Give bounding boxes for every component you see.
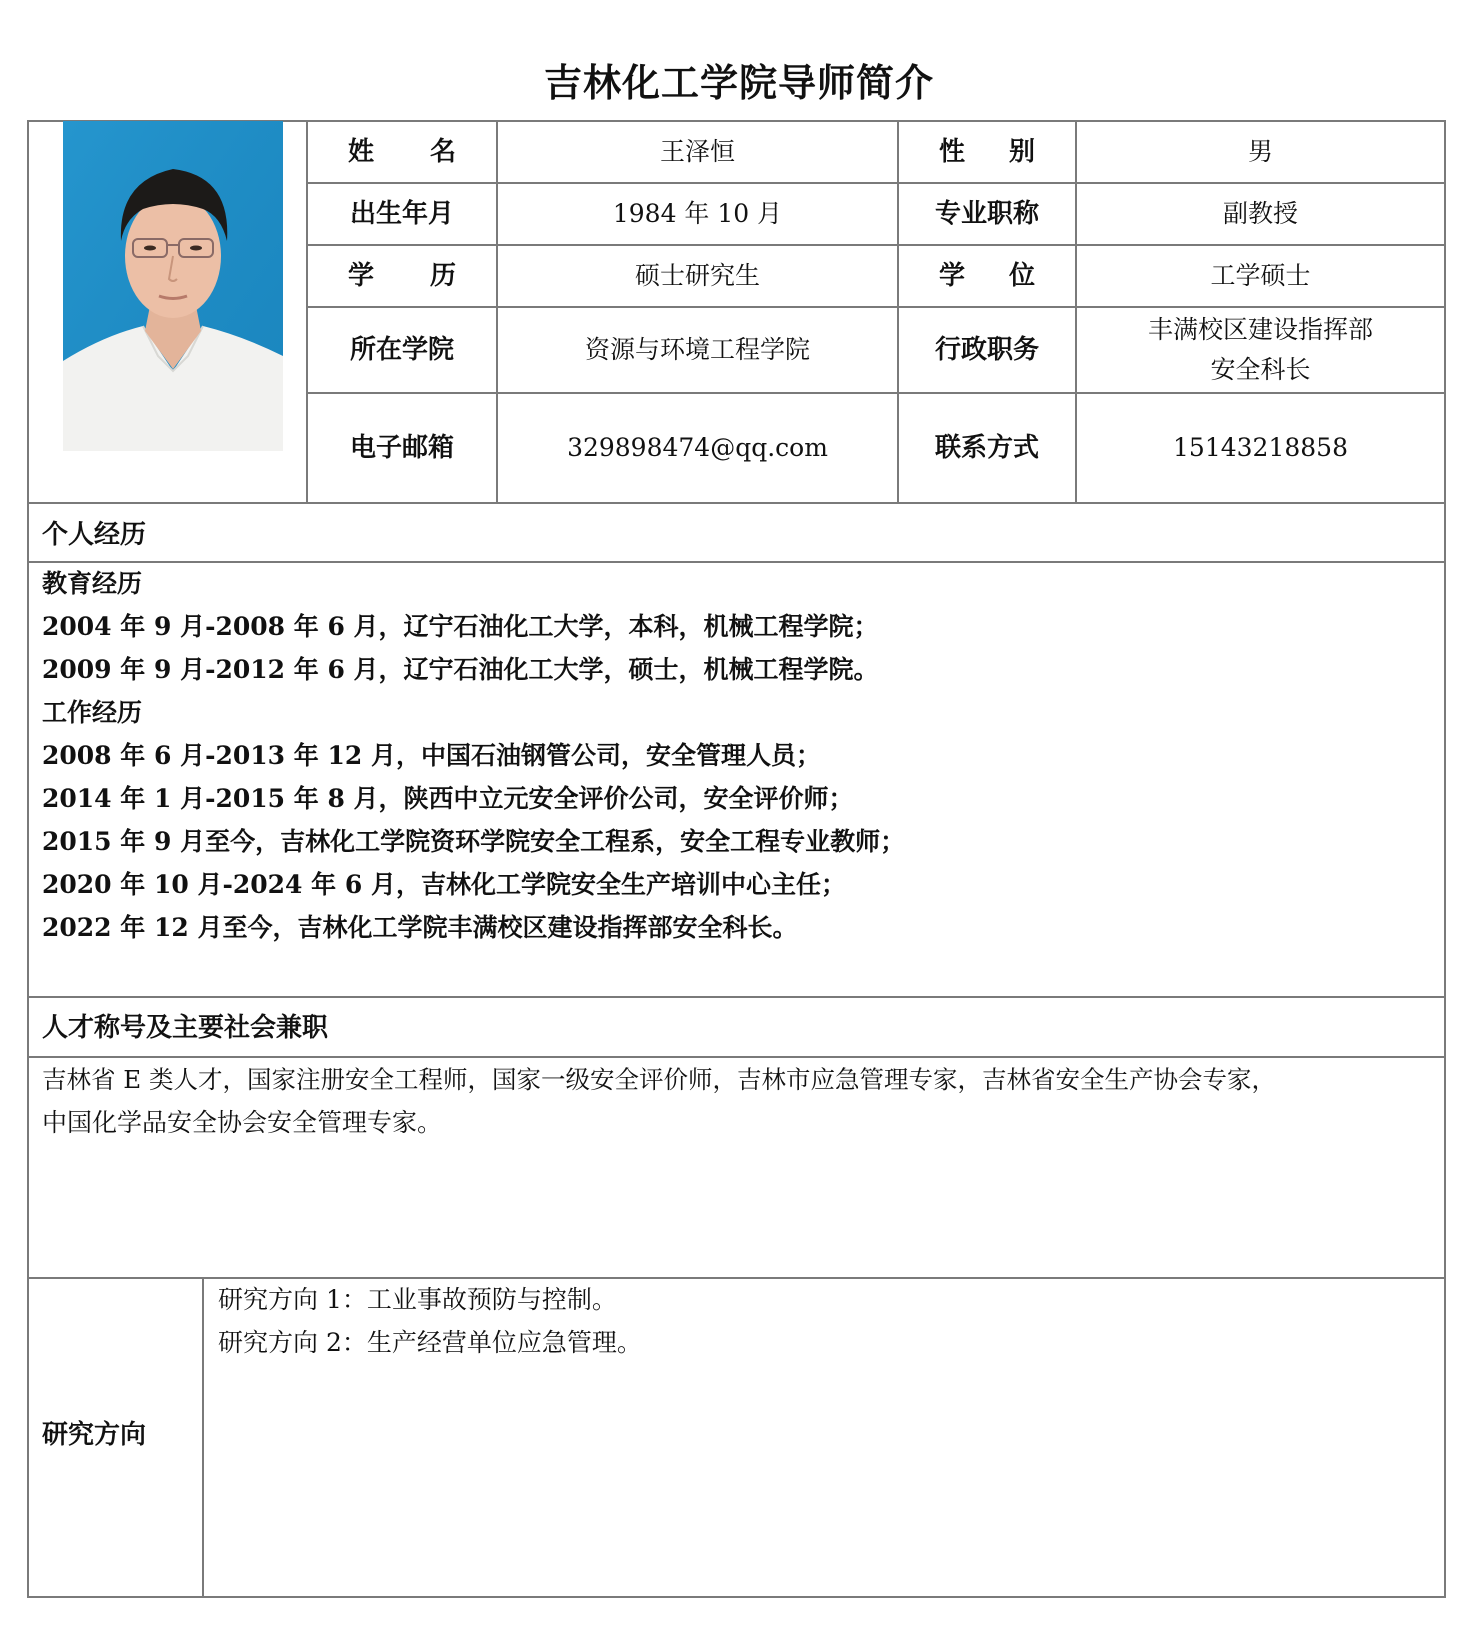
college-label: 所在学院 xyxy=(349,335,454,365)
name-label-char: 名 xyxy=(429,137,456,167)
research-body xyxy=(218,1278,1438,1364)
education-item: 2009 年 9 月-2012 年 6 月，辽宁石油化工大学，硕士，机械工程学院。 xyxy=(42,655,879,684)
experience-header: 个人经历 xyxy=(42,520,147,550)
admin-position-line: 安全科长 xyxy=(1210,355,1311,384)
education-item: 2004 年 9 月-2008 年 6 月，辽宁石油化工大学，本科，机械工程学院； xyxy=(42,612,879,641)
honors-header: 人才称号及主要社会兼职 xyxy=(42,1013,329,1043)
degree-label-char: 学 xyxy=(939,261,966,291)
work-item: 2020 年 10 月-2024 年 6 月，吉林化工学院安全生产培训中心主任； xyxy=(42,870,846,899)
education-label-char: 历 xyxy=(429,261,456,291)
research-item: 研究方向 1：工业事故预防与控制。 xyxy=(218,1285,617,1314)
work-item: 2015 年 9 月至今，吉林化工学院资环学院安全工程系，安全工程专业教师； xyxy=(42,827,906,856)
email-value: 329898474@qq.com xyxy=(567,433,828,462)
honors-body xyxy=(42,1058,1442,1144)
admin-position-label: 行政职务 xyxy=(934,335,1039,365)
degree-label xyxy=(899,246,1075,306)
admin-position-value xyxy=(1077,308,1444,392)
name-label xyxy=(308,122,496,182)
experience-body xyxy=(42,562,1437,949)
page-title: 吉林化工学院导师简介 xyxy=(543,61,934,105)
divider xyxy=(202,1277,204,1598)
birth-label: 出生年月 xyxy=(349,199,454,229)
phone-label: 联系方式 xyxy=(934,433,1039,463)
email-label: 电子邮箱 xyxy=(349,433,454,463)
portrait-image xyxy=(63,121,283,451)
profile-photo xyxy=(63,121,283,451)
research-item: 研究方向 2：生产经营单位应急管理。 xyxy=(218,1328,642,1357)
gender-label-char: 性 xyxy=(939,137,966,167)
name-label-char: 姓 xyxy=(348,137,375,167)
birth-value: 1984 年 10 月 xyxy=(612,199,783,228)
title-value: 副教授 xyxy=(1222,199,1298,228)
education-label xyxy=(308,246,496,306)
degree-value: 工学硕士 xyxy=(1210,261,1311,290)
honors-line: 中国化学品安全协会安全管理专家。 xyxy=(42,1108,443,1137)
gender-label xyxy=(899,122,1075,182)
work-item: 2022 年 12 月至今，吉林化工学院丰满校区建设指挥部安全科长。 xyxy=(42,913,798,942)
college-value: 资源与环境工程学院 xyxy=(584,335,810,364)
degree-label-char: 位 xyxy=(1008,261,1035,291)
phone-value: 15143218858 xyxy=(1173,433,1348,462)
gender-value: 男 xyxy=(1247,137,1273,166)
education-header: 教育经历 xyxy=(42,569,143,598)
education-label-char: 学 xyxy=(348,261,375,291)
title-label: 专业职称 xyxy=(934,199,1039,229)
research-label: 研究方向 xyxy=(42,1420,147,1450)
work-item: 2014 年 1 月-2015 年 8 月，陕西中立元安全评价公司，安全评价师； xyxy=(42,784,854,813)
gender-label-char: 别 xyxy=(1008,137,1035,167)
divider xyxy=(27,996,1446,998)
work-item: 2008 年 6 月-2013 年 12 月，中国石油钢管公司，安全管理人员； xyxy=(42,741,821,770)
honors-line: 吉林省 E 类人才，国家注册安全工程师，国家一级安全评价师，吉林市应急管理专家，吉林省安全生产协会专家， xyxy=(42,1065,1276,1094)
divider xyxy=(27,502,1446,504)
work-header: 工作经历 xyxy=(42,698,143,727)
admin-position-line: 丰满校区建设指挥部 xyxy=(1147,315,1373,344)
name-value: 王泽恒 xyxy=(659,137,735,166)
education-value: 硕士研究生 xyxy=(634,261,760,290)
